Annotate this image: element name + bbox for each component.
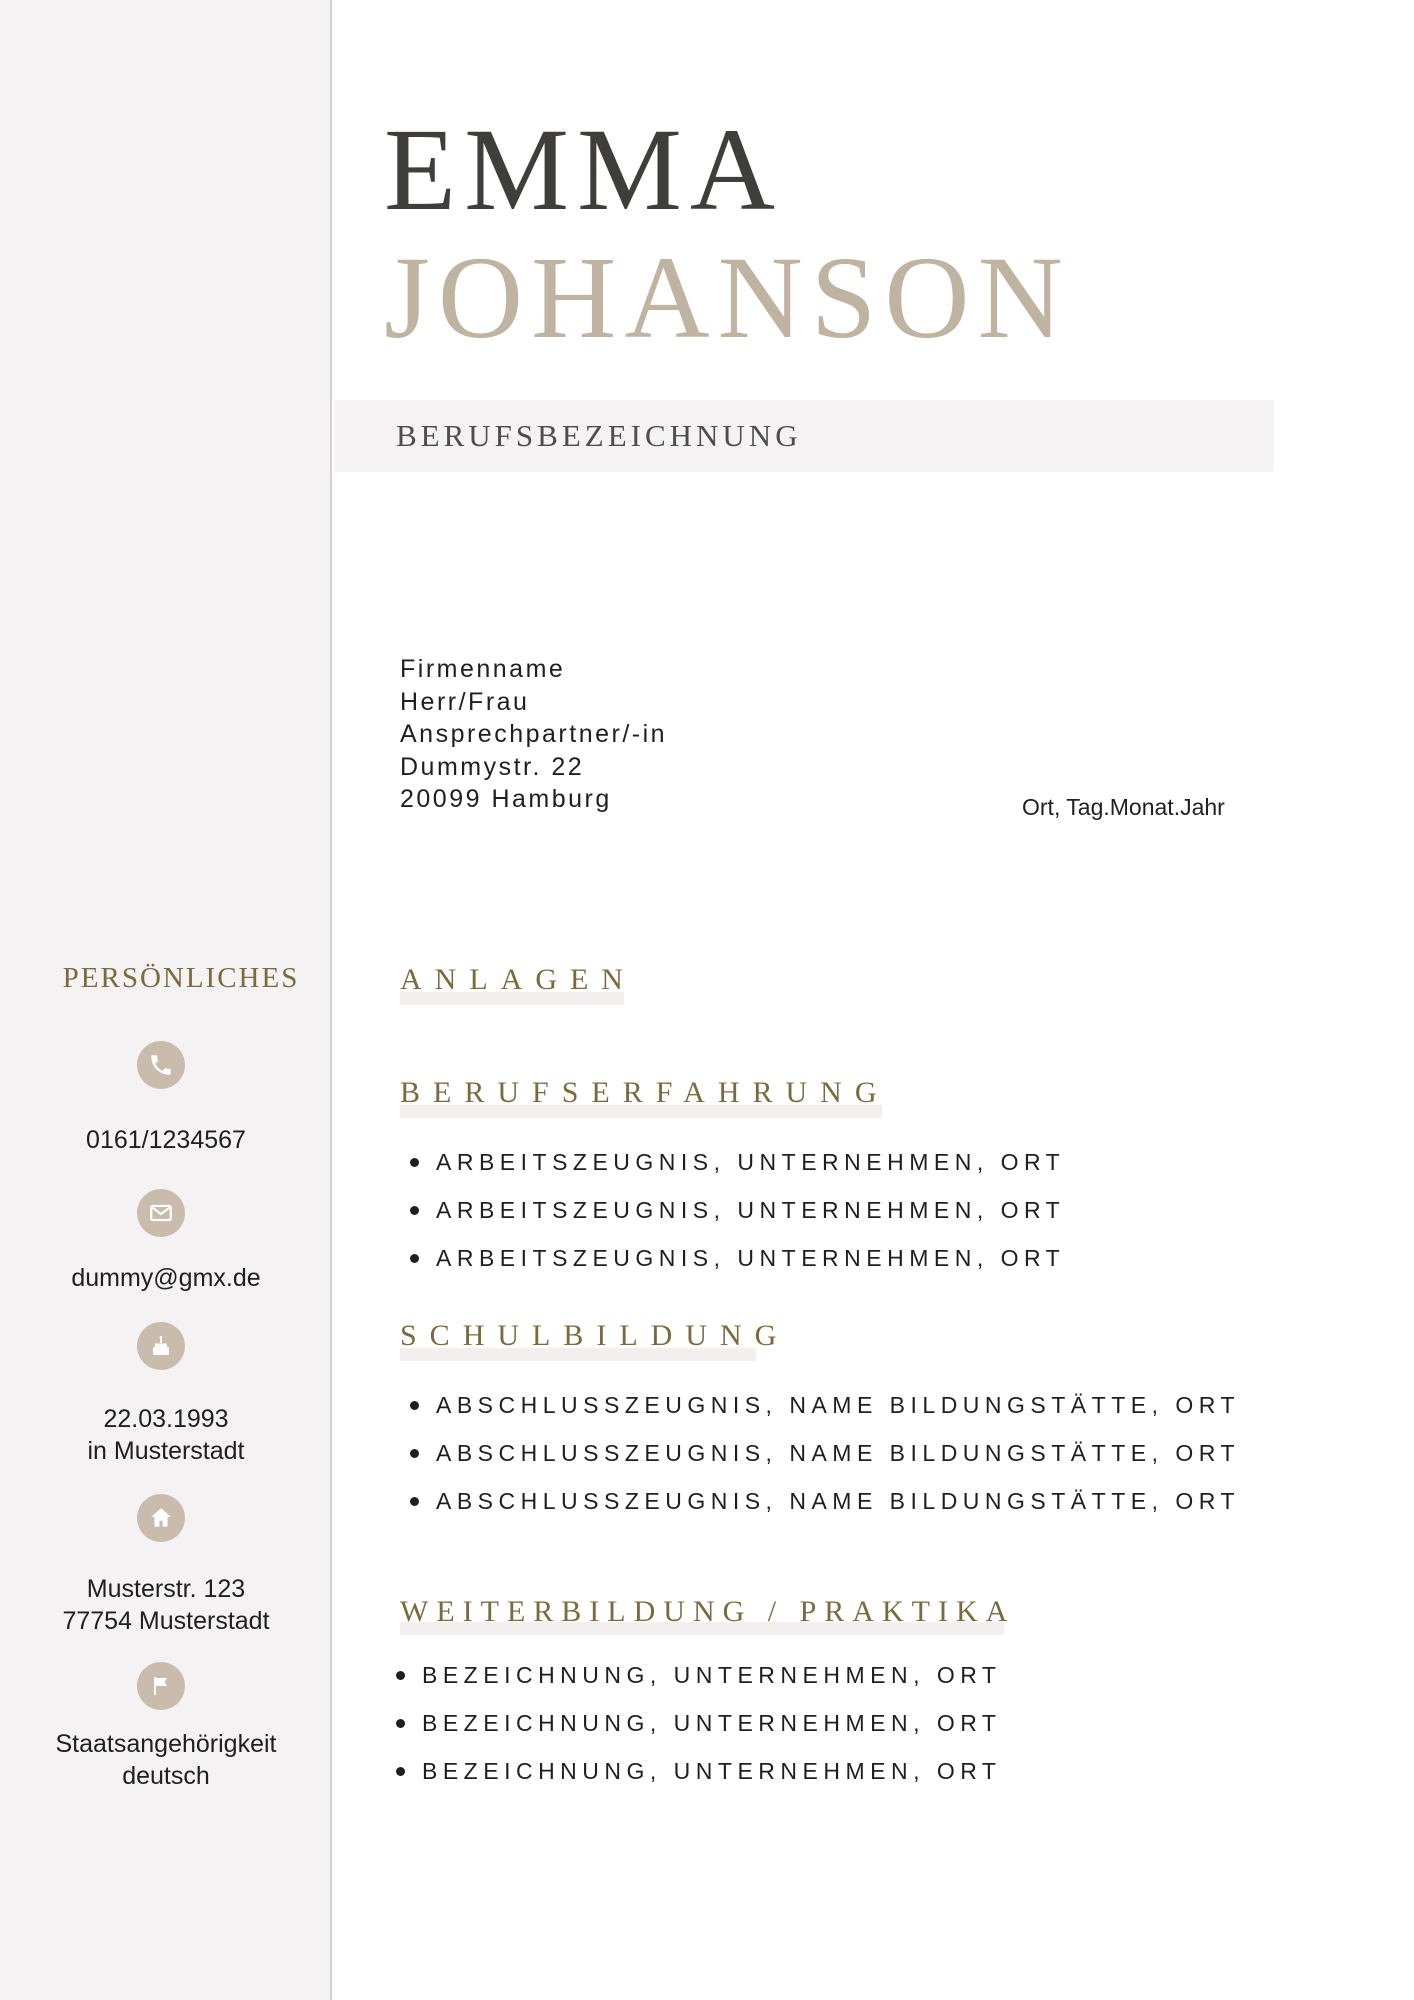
job-title: BERUFSBEZEICHNUNG bbox=[396, 418, 802, 453]
training-list bbox=[396, 1651, 1002, 1795]
anlagen-title: ANLAGEN bbox=[400, 963, 636, 996]
recipient-city: 20099 Hamburg bbox=[400, 785, 612, 813]
education-list bbox=[410, 1381, 1240, 1525]
experience-list bbox=[410, 1138, 1065, 1282]
home-icon bbox=[137, 1494, 185, 1542]
recipient-company: Firmenname bbox=[400, 655, 566, 683]
city-address: 77754 Musterstadt bbox=[62, 1607, 270, 1635]
birth-place: in Musterstadt bbox=[87, 1437, 245, 1465]
job-title-bar bbox=[334, 400, 1274, 472]
list-item: ARBEITSZEUGNIS, UNTERNEHMEN, ORT bbox=[410, 1234, 1065, 1282]
phone-icon bbox=[137, 1041, 185, 1089]
list-item: ARBEITSZEUGNIS, UNTERNEHMEN, ORT bbox=[410, 1138, 1065, 1186]
list-item: BEZEICHNUNG, UNTERNEHMEN, ORT bbox=[396, 1699, 1002, 1747]
birth-date: 22.03.1993 bbox=[103, 1405, 229, 1433]
list-item: BEZEICHNUNG, UNTERNEHMEN, ORT bbox=[396, 1651, 1002, 1699]
last-name: JOHANSON bbox=[384, 232, 1071, 363]
phone-number: 0161/1234567 bbox=[86, 1126, 246, 1154]
recipient-address bbox=[400, 653, 667, 816]
cake-icon bbox=[137, 1322, 185, 1370]
street-address: Musterstr. 123 bbox=[86, 1575, 246, 1603]
first-name: EMMA bbox=[384, 104, 784, 235]
nationality-value: deutsch bbox=[122, 1762, 210, 1790]
section-title-education: SCHULBILDUNG bbox=[400, 1319, 790, 1352]
personal-section-title: PERSÖNLICHES bbox=[62, 962, 300, 994]
sidebar bbox=[0, 0, 332, 2000]
section-title-experience: BERUFSERFAHRUNG bbox=[400, 1076, 890, 1109]
list-item: ABSCHLUSSZEUGNIS, NAME BILDUNGSTÄTTE, ORT bbox=[410, 1477, 1240, 1525]
recipient-salutation: Herr/Frau bbox=[400, 687, 530, 716]
list-item: ABSCHLUSSZEUGNIS, NAME BILDUNGSTÄTTE, ORT bbox=[410, 1429, 1240, 1477]
list-item: BEZEICHNUNG, UNTERNEHMEN, ORT bbox=[396, 1747, 1002, 1795]
recipient-street: Dummystr. 22 bbox=[400, 752, 585, 781]
list-item: ABSCHLUSSZEUGNIS, NAME BILDUNGSTÄTTE, ORT bbox=[410, 1381, 1240, 1429]
mail-icon bbox=[137, 1189, 185, 1237]
recipient-contact: Ansprechpartner/-in bbox=[400, 720, 668, 748]
list-item: ARBEITSZEUGNIS, UNTERNEHMEN, ORT bbox=[410, 1186, 1065, 1234]
section-title-training: WEITERBILDUNG / PRAKTIKA bbox=[400, 1595, 1016, 1628]
email-address: dummy@gmx.de bbox=[71, 1264, 261, 1292]
nationality-label: Staatsangehörigkeit bbox=[55, 1730, 277, 1758]
flag-icon bbox=[137, 1662, 185, 1710]
date-line: Ort, Tag.Monat.Jahr bbox=[1022, 794, 1225, 820]
